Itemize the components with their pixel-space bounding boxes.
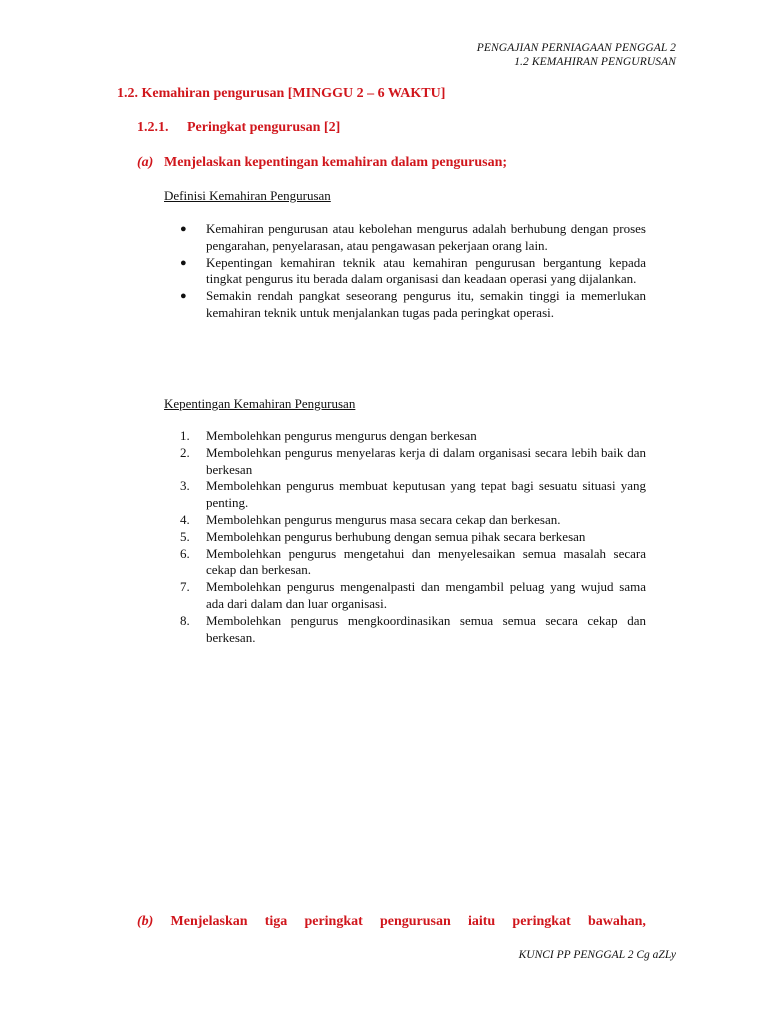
bullet-icon: ● bbox=[180, 223, 187, 235]
objective-a bbox=[137, 155, 507, 171]
objective-b-word: bawahan, bbox=[587, 914, 646, 929]
kepentingan-item-text: Membolehkan pengurus mengurus dengan berkesan bbox=[206, 428, 477, 443]
item-number: 6. bbox=[180, 545, 190, 561]
kepentingan-item-text: Membolehkan pengurus mengetahui dan menyelesaikan semua masalah secara cekap dan berkesan. bbox=[206, 545, 646, 578]
kepentingan-numbered-list bbox=[164, 428, 646, 646]
kepentingan-item bbox=[164, 428, 646, 445]
kepentingan-item bbox=[164, 613, 646, 647]
objective-b-word: peringkat bbox=[304, 914, 363, 929]
definisi-bullet-item bbox=[164, 221, 646, 255]
subsection-heading bbox=[137, 120, 340, 136]
kepentingan-item-text: Membolehkan pengurus menyelaras kerja di dalam organisasi secara lebih baik dan berkesan bbox=[206, 444, 646, 477]
header-course-title: PENGAJIAN PERNIAGAAN PENGGAL 2 bbox=[476, 42, 676, 54]
definisi-bullet-list bbox=[164, 221, 646, 322]
page-header bbox=[477, 41, 676, 69]
item-number: 8. bbox=[180, 612, 190, 628]
kepentingan-title: Kepentingan Kemahiran Pengurusan bbox=[164, 396, 356, 411]
kepentingan-item-text: Membolehkan pengurus mengurus masa secara cekap dan berkesan. bbox=[206, 511, 561, 527]
item-number: 1. bbox=[180, 428, 190, 443]
item-number: 7. bbox=[180, 579, 190, 595]
kepentingan-item bbox=[164, 445, 646, 479]
objective-b bbox=[137, 914, 646, 930]
subsection-title: Peringkat pengurusan [2] bbox=[187, 120, 341, 135]
section-heading: 1.2. Kemahiran pengurusan [MINGGU 2 – 6 WAKTU] bbox=[117, 86, 446, 101]
definisi-bullet-text: Kepentingan kemahiran teknik atau kemahiran pengurusan bergantung kepada tingkat pengurus itu berada dalam organisasi dan keadaan operasi yang dijalankan. bbox=[206, 254, 646, 287]
item-number: 2. bbox=[180, 444, 190, 460]
objective-b-word: iaitu bbox=[467, 914, 496, 929]
item-number: 3. bbox=[180, 478, 190, 494]
objective-a-marker: (a) bbox=[137, 155, 154, 170]
objective-b-word: pengurusan bbox=[379, 914, 451, 929]
kepentingan-item bbox=[164, 579, 646, 613]
kepentingan-item-text: Membolehkan pengurus berhubung dengan semua pihak secara berkesan bbox=[206, 528, 586, 544]
objective-b-word: tiga bbox=[264, 914, 288, 929]
kepentingan-item bbox=[164, 478, 646, 512]
objective-a-text: Menjelaskan kepentingan kemahiran dalam pengurusan; bbox=[164, 155, 508, 170]
kepentingan-item bbox=[164, 529, 646, 546]
bullet-icon: ● bbox=[180, 256, 187, 269]
item-number: 4. bbox=[180, 511, 190, 527]
kepentingan-item-text: Membolehkan pengurus mengkoordinasikan semua semua secara cekap dan berkesan. bbox=[206, 612, 646, 645]
item-number: 5. bbox=[180, 528, 190, 544]
kepentingan-item bbox=[164, 546, 646, 580]
definisi-bullet-text: Kemahiran pengurusan atau kebolehan mengurus adalah berhubung dengan proses pengarahan, penyelarasan, atau pengawasan pekerjaan orang lain. bbox=[206, 221, 646, 253]
kepentingan-item-text: Membolehkan pengurus mengenalpasti dan mengambil peluag yang wujud sama ada dari dalam dan luar organisasi. bbox=[206, 579, 646, 611]
page-footer: KUNCI PP PENGGAL 2 Cg aZLy bbox=[518, 949, 676, 961]
definisi-title: Definisi Kemahiran Pengurusan bbox=[164, 188, 331, 203]
objective-b-word: Menjelaskan bbox=[170, 914, 248, 929]
definisi-bullet-item bbox=[164, 288, 646, 322]
objective-b-marker: (b) bbox=[137, 914, 154, 929]
definisi-bullet-text: Semakin rendah pangkat seseorang pengurus itu, semakin tinggi ia memerlukan kemahiran teknik untuk menjalankan tugas pada peringkat operasi. bbox=[206, 288, 646, 320]
kepentingan-item bbox=[164, 512, 646, 529]
definisi-bullet-item bbox=[164, 255, 646, 289]
header-topic-title: 1.2 KEMAHIRAN PENGURUSAN bbox=[514, 56, 676, 68]
subsection-number: 1.2.1. bbox=[137, 120, 169, 135]
objective-b-word: peringkat bbox=[512, 914, 571, 929]
bullet-icon: ● bbox=[180, 290, 187, 303]
kepentingan-item-text: Membolehkan pengurus membuat keputusan yang tepat bagi sesuatu situasi yang penting. bbox=[206, 478, 646, 511]
